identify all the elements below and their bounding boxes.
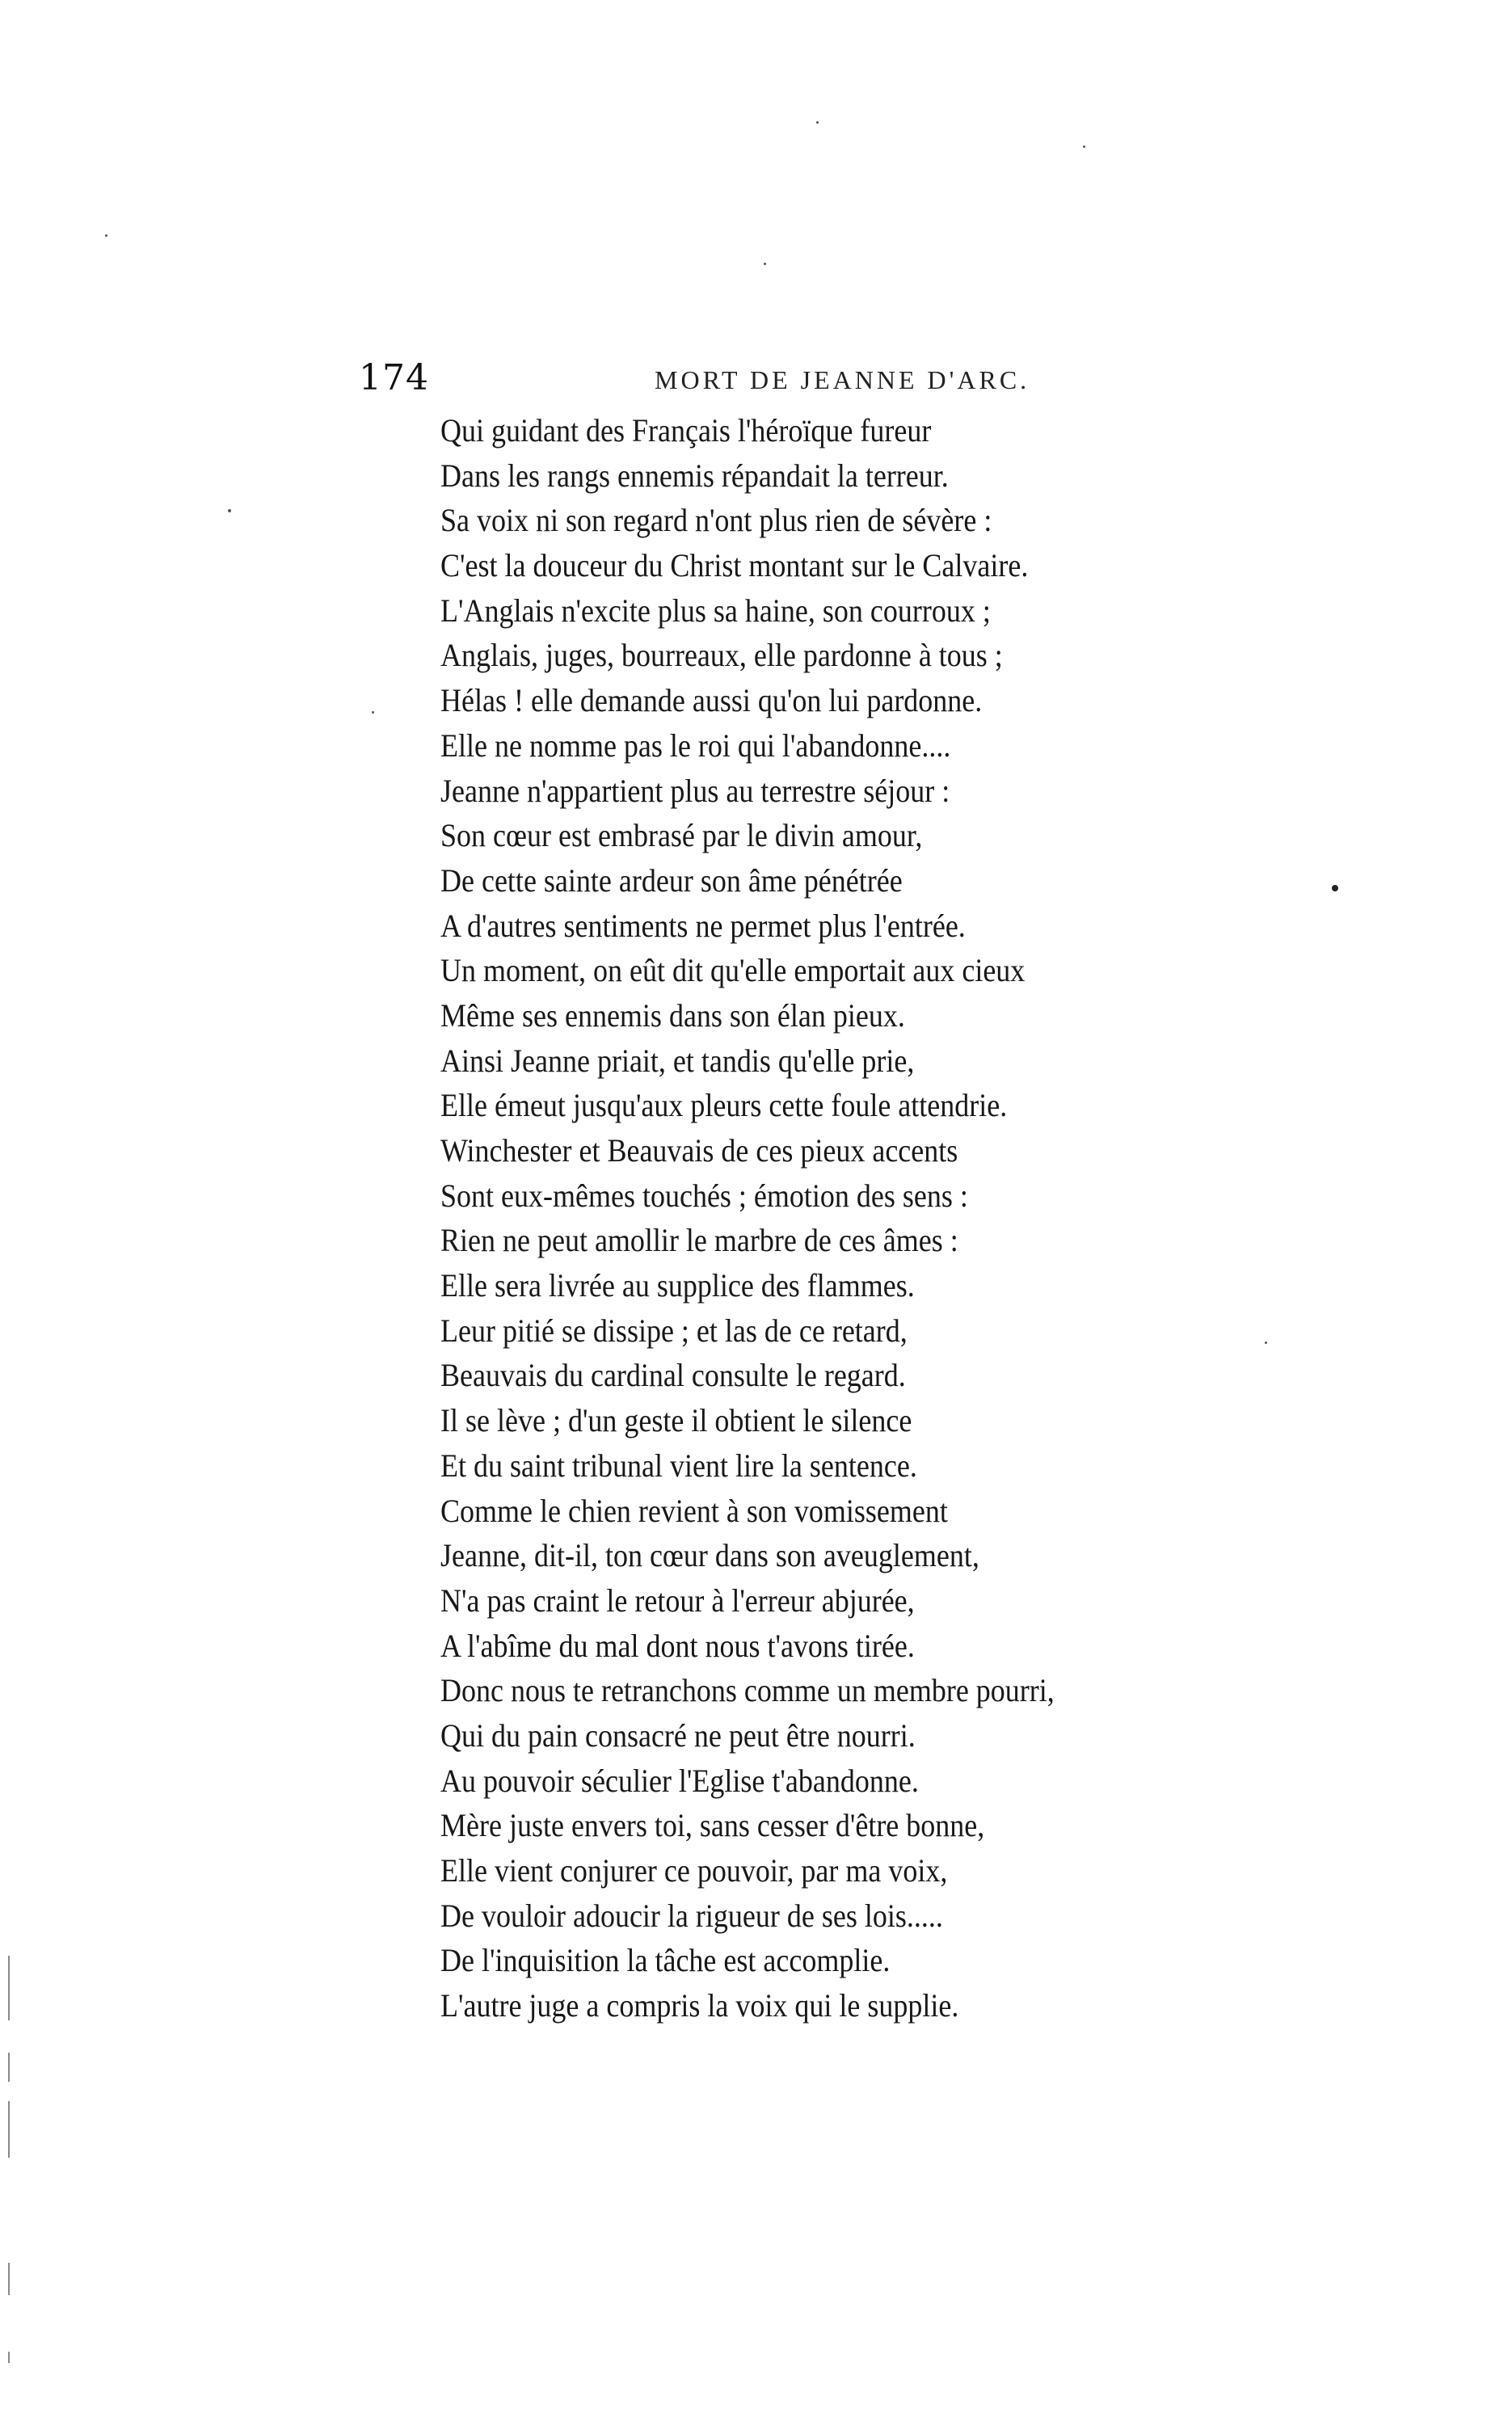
verse-line: Winchester et Beauvais de ces pieux accents	[440, 1132, 958, 1169]
verse-line: Il se lève ; d'un geste il obtient le silence	[440, 1402, 912, 1439]
scan-speck	[816, 121, 819, 124]
verse-line: Sa voix ni son regard n'ont plus rien de sévère :	[440, 502, 992, 539]
verse-line: Sont eux-mêmes touchés ; émotion des sens :	[440, 1177, 968, 1214]
verse-line: Elle vient conjurer ce pouvoir, par ma voix,	[440, 1852, 948, 1889]
verse-line: N'a pas craint le retour à l'erreur abjurée,	[440, 1582, 915, 1619]
verse-line: Anglais, juges, bourreaux, elle pardonne à tous ;	[440, 637, 1003, 674]
verse-line: A l'abîme du mal dont nous t'avons tirée.	[440, 1627, 915, 1664]
verse-line: Et du saint tribunal vient lire la sentence.	[440, 1447, 917, 1484]
scan-speck	[105, 234, 107, 237]
verse-line: A d'autres sentiments ne permet plus l'entrée.	[440, 907, 966, 944]
verse-line: Dans les rangs ennemis répandait la terreur.	[440, 457, 949, 494]
scan-edge-mark	[8, 2053, 10, 2082]
verse-line: Même ses ennemis dans son élan pieux.	[440, 996, 905, 1034]
scan-speck	[1332, 885, 1338, 891]
verse-line: Au pouvoir séculier l'Eglise t'abandonne.	[440, 1762, 919, 1799]
verse-line: Elle sera livrée au supplice des flammes.	[440, 1267, 915, 1304]
scan-speck	[372, 711, 374, 714]
verse-line: Donc nous te retranchons comme un membre pourri,	[440, 1672, 1055, 1709]
scan-edge-mark	[8, 2101, 10, 2158]
verse-line: De l'inquisition la tâche est accomplie.	[440, 1942, 891, 1979]
scan-speck	[228, 509, 231, 512]
verse-line: Comme le chien revient à son vomissement	[440, 1492, 948, 1529]
scan-speck	[1265, 1342, 1267, 1344]
scan-speck	[1083, 145, 1085, 148]
verse-line: Hélas ! elle demande aussi qu'on lui pardonne.	[440, 682, 983, 719]
verse-line: Jeanne n'appartient plus au terrestre séjour :	[440, 772, 950, 809]
page-number: 174	[359, 357, 429, 398]
verse-line: Mère juste envers toi, sans cesser d'être bonne,	[440, 1807, 985, 1844]
verse-line: Un moment, on eût dit qu'elle emportait aux cieux	[440, 952, 1026, 989]
verse-line: Son cœur est embrasé par le divin amour,	[440, 817, 923, 854]
running-title: MORT DE JEANNE D'ARC.	[655, 365, 1030, 394]
page-header	[0, 354, 1512, 402]
verse-line: Qui du pain consacré ne peut être nourri.	[440, 1716, 916, 1754]
scan-edge-mark	[8, 2352, 10, 2363]
verse-line: Qui guidant des Français l'héroïque fureur	[440, 412, 932, 449]
verse-line: L'Anglais n'excite plus sa haine, son courroux ;	[440, 592, 991, 629]
verse-line: C'est la douceur du Christ montant sur le Calvaire.	[440, 547, 1029, 584]
verse-line: Ainsi Jeanne priait, et tandis qu'elle prie,	[440, 1042, 915, 1079]
verse-line: Leur pitié se dissipe ; et las de ce retard,	[440, 1312, 908, 1349]
poem-text	[440, 408, 1281, 2028]
verse-line: L'autre juge a compris la voix qui le supplie.	[440, 1987, 959, 2024]
verse-line: Beauvais du cardinal consulte le regard.	[440, 1357, 906, 1394]
verse-line: Rien ne peut amollir le marbre de ces âmes :	[440, 1222, 958, 1259]
verse-line: De vouloir adoucir la rigueur de ses lois.....	[440, 1897, 943, 1934]
scan-speck	[764, 263, 766, 265]
verse-line: Jeanne, dit-il, ton cœur dans son aveuglement,	[440, 1537, 979, 1574]
verse-line: De cette sainte ardeur son âme pénétrée	[440, 861, 903, 899]
scan-edge-mark	[8, 2263, 10, 2295]
verse-line: Elle ne nomme pas le roi qui l'abandonne....	[440, 727, 951, 764]
scan-edge-mark	[8, 1956, 10, 2020]
verse-line: Elle émeut jusqu'aux pleurs cette foule attendrie.	[440, 1087, 1008, 1124]
